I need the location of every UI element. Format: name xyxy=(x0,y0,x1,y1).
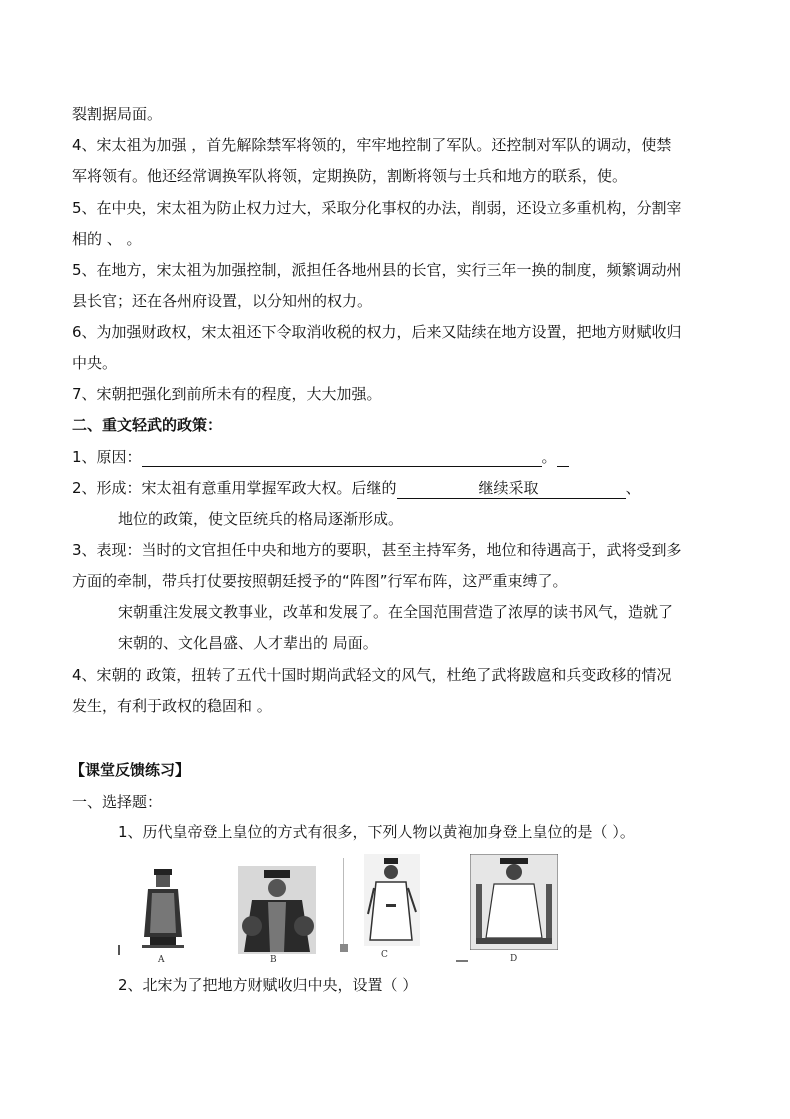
paragraph: 5、在中央，宋太祖为防止权力过大，采取分化事权的办法，削弱，还设立多重机构，分割宰 xyxy=(72,199,682,217)
paragraph: 军将领有。他还经常调换军队将领，定期换防，割断将领与士兵和地方的联系，使。 xyxy=(72,167,628,185)
question-2: 2、北宋为了把地方财赋收归中央，设置（ ） xyxy=(118,976,418,994)
paragraph: 中央。 xyxy=(72,354,118,372)
divider xyxy=(456,960,468,962)
paragraph: 4、宋朝的 政策，扭转了五代十国时期尚武轻文的风气，杜绝了武将跋扈和兵变政移的情况 xyxy=(72,666,672,684)
paragraph: 方面的牵制，带兵打仗要按照朝廷授予的“阵图”行军布阵，这严重束缚了。 xyxy=(72,572,568,590)
paragraph: 相的 、 。 xyxy=(72,230,142,248)
paragraph: 6、为加强财政权，宋太祖还下令取消收税的权力，后来又陆续在地方设置，把地方财赋收归 xyxy=(72,323,682,341)
reason-line xyxy=(72,447,569,467)
paragraph: 裂割据局面。 xyxy=(72,105,163,123)
feedback-title: 【课堂反馈练习】 xyxy=(70,761,191,779)
paragraph: 3、表现：当时的文官担任中央和地方的要职，甚至主持军务，地位和待遇高于，武将受到多 xyxy=(72,541,682,559)
choice-subheading: 一、选择题： xyxy=(72,793,163,811)
paragraph: 宋朝的、文化昌盛、人才辈出的 局面。 xyxy=(118,634,378,652)
divider xyxy=(118,945,120,955)
divider xyxy=(343,858,344,946)
formation-label: 2、形成：宋太祖有意重用掌握军政大权。后继的 xyxy=(72,479,397,497)
portrait-a[interactable] xyxy=(140,867,186,951)
fill-blank[interactable] xyxy=(142,450,542,467)
paragraph: 4、宋太祖为加强 ，首先解除禁军将领的，牢牢地控制了军队。还控制对军队的调动，使禁 xyxy=(72,136,672,154)
paragraph: 宋朝重注发展文教事业，改革和发展了。在全国范围营造了浓厚的读书风气，造就了 xyxy=(118,603,674,621)
portrait-options xyxy=(118,852,538,967)
formation-mid: 继续采取 xyxy=(478,479,539,497)
paragraph: 发生，有利于政权的稳固和 。 xyxy=(72,697,272,715)
divider xyxy=(340,944,348,952)
formation-end: 、 xyxy=(625,479,641,497)
section-heading: 二、重文轻武的政策： xyxy=(72,416,223,434)
reason-end: 。 xyxy=(541,448,557,466)
portrait-b[interactable] xyxy=(238,866,316,954)
reason-label: 1、原因： xyxy=(72,448,142,466)
caption-b: B xyxy=(270,955,277,965)
caption-a: A xyxy=(158,955,165,965)
paragraph: 县长官；还在各州府设置，以分知州的权力。 xyxy=(72,292,373,310)
formation-line xyxy=(72,478,641,499)
caption-d: D xyxy=(510,954,518,964)
fill-blank[interactable] xyxy=(541,482,626,499)
caption-c: C xyxy=(381,950,388,960)
paragraph: 7、宋朝把强化到前所未有的程度，大大加强。 xyxy=(72,385,382,403)
paragraph: 地位的政策，使文臣统兵的格局逐渐形成。 xyxy=(118,510,404,528)
fill-blank[interactable] xyxy=(557,450,569,467)
portrait-d[interactable] xyxy=(470,854,558,950)
fill-blank[interactable] xyxy=(397,482,477,499)
paragraph: 5、在地方，宋太祖为加强控制，派担任各地州县的长官，实行三年一换的制度，频繁调动州 xyxy=(72,261,682,279)
question-1: 1、历代皇帝登上皇位的方式有很多，下列人物以黄袍加身登上皇位的是（ ）。 xyxy=(118,823,635,841)
portrait-c[interactable] xyxy=(364,854,420,946)
